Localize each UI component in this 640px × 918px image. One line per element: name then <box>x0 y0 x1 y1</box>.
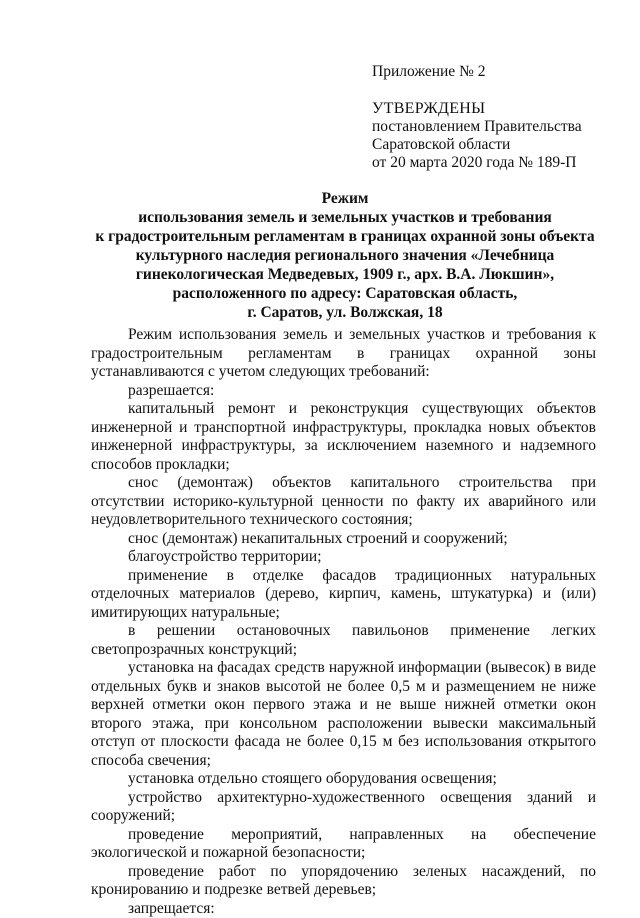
body-paragraph: капитальный ремонт и реконструкция существующих объектов инженерной и транспортной инфраструктуры, прокладка новых объектов инженерной инфраструктуры, за исключением наземного и надземного способов прокладки; <box>91 400 596 474</box>
body-paragraph: проведение мероприятий, направленных на обеспечение экологической и пожарной безопасности; <box>91 826 596 863</box>
title-line: гинекологическая Медведевых, 1909 г., арх. В.А. Люкшин», <box>60 265 630 284</box>
body-paragraph: установка отдельно стоящего оборудования освещения; <box>91 770 596 789</box>
title-line: культурного наследия регионального значения «Лечебница <box>60 246 630 265</box>
title-line: г. Саратов, ул. Волжская, 18 <box>60 303 630 322</box>
approval-block <box>372 63 582 172</box>
approval-line: от 20 марта 2020 года № 189-П <box>372 154 582 172</box>
title-line: расположенного по адресу: Саратовская область, <box>60 284 630 303</box>
approval-line: постановлением Правительства <box>372 118 582 136</box>
body-paragraph: снос (демонтаж) объектов капитального строительства при отсутствии историко-культурной ценности по факту их аварийного или неудовлетворительного технического состояния; <box>91 474 596 530</box>
approval-line: Саратовской области <box>372 136 582 154</box>
title-line: к градостроительным регламентам в границах охранной зоны объекта <box>60 227 630 246</box>
body-paragraph: запрещается: <box>91 900 596 918</box>
body-paragraph: применение в отделке фасадов традиционных натуральных отделочных материалов (дерево, кирпич, камень, штукатурка) и (или) имитирующих натуральные; <box>91 567 596 623</box>
body-paragraph: в решении остановочных павильонов применение легких светопрозрачных конструкций; <box>91 622 596 659</box>
body-paragraph: снос (демонтаж) некапитальных строений и сооружений; <box>91 530 596 549</box>
approved-heading: УТВЕРЖДЕНЫ <box>372 100 582 118</box>
body-paragraph: разрешается: <box>91 382 596 401</box>
body-paragraph: установка на фасадах средств наружной информации (вывесок) в виде отдельных букв и знаков высотой не более 0,5 м и размещением не ниже верхней отметки окон первого этажа и не выше нижней отметки окон второго этажа, при консольном расположении вывески максимальный отступ от плоскости фасада не более 0,15 м без использования открытого способа свечения; <box>91 659 596 770</box>
title-line: использования земель и земельных участков и требования <box>60 208 630 227</box>
title-line: Режим <box>60 189 630 208</box>
appendix-number: Приложение № 2 <box>372 63 582 81</box>
body-paragraph: проведение работ по упорядочению зеленых насаждений, по кронированию и подрезке ветвей деревьев; <box>91 863 596 900</box>
body-paragraph: Режим использования земель и земельных участков и требования к градостроительным регламентам в границах охранной зоны устанавливаются с учетом следующих требований: <box>91 326 596 382</box>
document-title <box>60 189 630 322</box>
body-paragraph: благоустройство территории; <box>91 548 596 567</box>
body-paragraph: устройство архитектурно-художественного освещения зданий и сооружений; <box>91 789 596 826</box>
document-body <box>91 326 596 918</box>
